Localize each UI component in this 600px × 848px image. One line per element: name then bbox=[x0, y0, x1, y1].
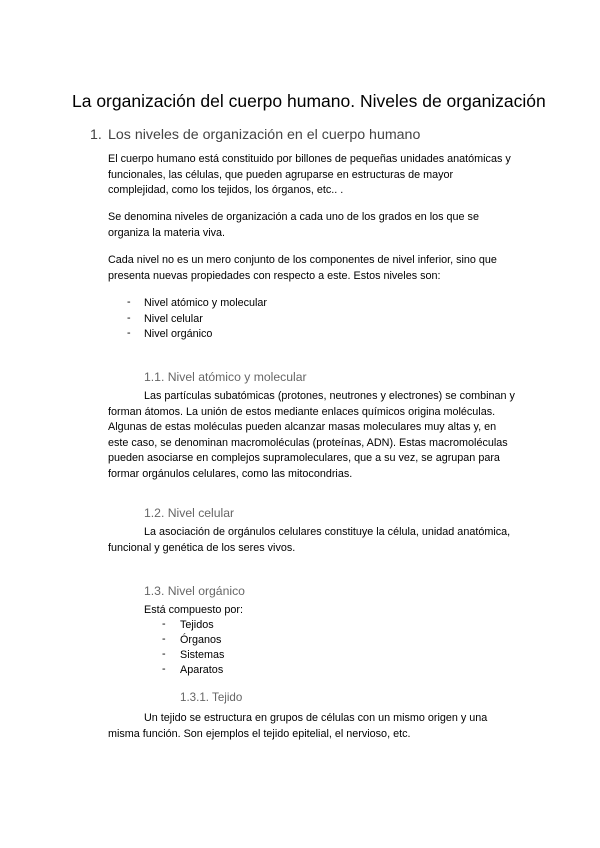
list-item: Aparatos bbox=[180, 664, 224, 676]
cellular-paragraph bbox=[108, 525, 510, 556]
page-title: La organización del cuerpo humano. Niveles de organización bbox=[72, 91, 546, 111]
list-item: Nivel atómico y molecular bbox=[144, 297, 268, 309]
list-bullet: - bbox=[162, 663, 166, 675]
paragraph-line: este caso, se denominan macromoléculas (proteínas, ADN). Estas macromoléculas bbox=[108, 436, 508, 449]
list-item: Órganos bbox=[180, 634, 222, 646]
paragraph-line: Se denomina niveles de organización a cada uno de los grados en los que se bbox=[108, 211, 479, 223]
paragraph-line: Las partículas subatómicas (protones, neutrones y electrones) se combinan y bbox=[144, 390, 515, 402]
paragraph-line: funcionales, las células, que pueden agruparse en estructuras de mayor bbox=[108, 168, 454, 181]
list-bullet: - bbox=[162, 633, 166, 645]
atomic-paragraph bbox=[108, 389, 515, 483]
list-bullet: - bbox=[127, 312, 131, 324]
paragraph-line: Algunas de estas moléculas pueden alcanzar masas moleculares muy altas y, en bbox=[108, 421, 497, 434]
paragraph-line: Un tejido se estructura en grupos de células con un mismo origen y una bbox=[144, 712, 488, 724]
definition-paragraph bbox=[108, 210, 479, 241]
paragraph-line: El cuerpo humano está constituido por billones de pequeñas unidades anatómicas y bbox=[108, 153, 511, 165]
intro-paragraph bbox=[108, 152, 511, 199]
paragraph-line: pueden asociarse en complejos supramoleculares, que a su vez, se agrupan para bbox=[108, 452, 500, 465]
section-heading: Los niveles de organización en el cuerpo humano bbox=[108, 127, 421, 143]
list-item: Nivel celular bbox=[144, 313, 203, 325]
paragraph-line: formar orgánulos celulares, como las mitocondrias. bbox=[108, 467, 353, 480]
paragraph-line: complejidad, como los tejidos, los órganos, etc.. . bbox=[108, 184, 344, 197]
list-bullet: - bbox=[127, 296, 131, 308]
list-item: Nivel orgánico bbox=[144, 328, 213, 340]
subsection-heading-organic: 1.3. Nivel orgánico bbox=[144, 584, 245, 598]
paragraph-line: misma función. Son ejemplos el tejido epitelial, el nervioso, etc. bbox=[108, 727, 411, 740]
paragraph-line: Cada nivel no es un mero conjunto de los componentes de nivel inferior, sino que bbox=[108, 254, 497, 266]
list-bullet: - bbox=[162, 648, 166, 660]
list-item: Tejidos bbox=[180, 619, 214, 631]
paragraph-line: funcional y genética de los seres vivos. bbox=[108, 541, 296, 554]
paragraph-line: La asociación de orgánulos celulares constituye la célula, unidad anatómica, bbox=[144, 526, 511, 538]
paragraph-line: forman átomos. La unión de estos mediante enlaces químicos origina moléculas. bbox=[108, 405, 496, 418]
subsection-heading-atomic: 1.1. Nivel atómico y molecular bbox=[144, 370, 307, 384]
list-item: Sistemas bbox=[180, 649, 225, 661]
paragraph-line: presenta nuevas propiedades con respecto a este. Estos niveles son: bbox=[108, 269, 441, 282]
subsection-heading-tissue: 1.3.1. Tejido bbox=[180, 691, 243, 704]
tissue-paragraph bbox=[108, 711, 487, 742]
list-bullet: - bbox=[162, 618, 166, 630]
list-bullet: - bbox=[127, 327, 131, 339]
organic-intro: Está compuesto por: bbox=[144, 604, 244, 616]
subsection-heading-cellular: 1.2. Nivel celular bbox=[144, 506, 235, 520]
section-number: 1. bbox=[90, 127, 102, 143]
levels-paragraph bbox=[108, 253, 497, 284]
paragraph-line: organiza la materia viva. bbox=[108, 226, 226, 239]
